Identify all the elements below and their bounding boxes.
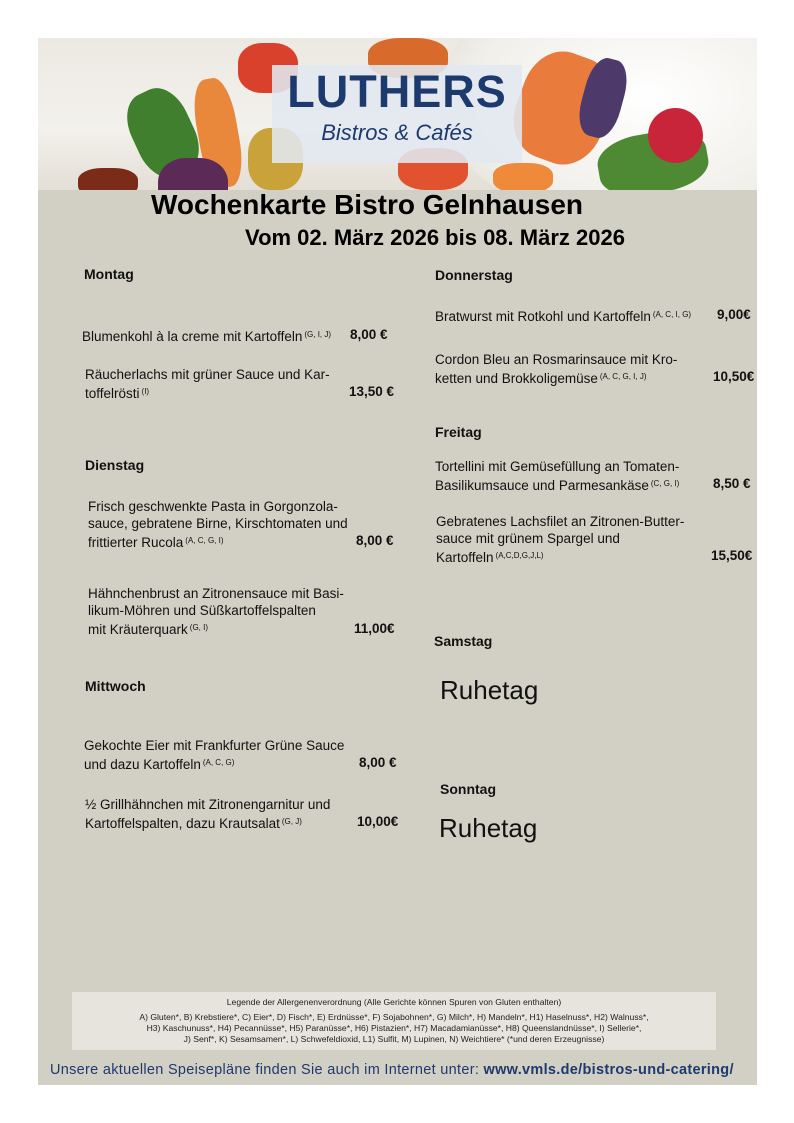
dish-mittwoch-1: Gekochte Eier mit Frankfurter Grüne Sauce und dazu Kartoffeln $^{(A, C, G)}$ (84, 738, 345, 772)
day-heading-freitag: Freitag (435, 424, 482, 440)
dish-montag-1: Blumenkohl à la creme mit Kartoffeln $^{(G, I, J)}$ (82, 329, 332, 344)
price-freitag-2: 15,50€ (711, 548, 753, 563)
dish-freitag-1: Tortellini mit Gemüsefüllung an Tomaten- Basilikumsauce und Parmesankäse $^{(C, G, I)}$ (435, 459, 680, 493)
day-heading-samstag: Samstag (434, 633, 493, 649)
dish-montag-2: Räucherlachs mit grüner Sauce und Kar- toffelrösti $^{(I)}$ (85, 367, 330, 401)
day-heading-sonntag: Sonntag (440, 781, 496, 797)
legend-line: J) Senf*, K) Sesamsamen*, L) Schwefeldioxid, L1) Sulfit, M) Lupinen, N) Weichtiere* (*und deren Erzeugnisse) (183, 1034, 605, 1044)
closed-note-samstag: Ruhetag (440, 675, 539, 705)
day-heading-donnerstag: Donnerstag (435, 267, 513, 283)
price-montag-1: 8,00 € (350, 327, 388, 342)
price-donnerstag-1: 9,00€ (717, 307, 751, 322)
legend-line: A) Gluten*, B) Krebstiere*, C) Eier*, D) Fisch*, E) Erdnüsse*, F) Sojabohnen*, G) Milch*, H) Mandeln*, H1) Haselnuss*, H2) Walnuss*, (139, 1012, 649, 1022)
brand-logo (272, 65, 522, 163)
price-dienstag-2: 11,00€ (354, 621, 395, 636)
dish-mittwoch-2: ½ Grillhähnchen mit Zitronengarnitur und Kartoffelspalten, dazu Krautsalat $^{(G, J)}$ (85, 797, 331, 831)
dish-dienstag-1: Frisch geschwenkte Pasta in Gorgonzola- sauce, gebratene Birne, Kirschtomaten und frittierter Rucola $^{(A, C, G, I)}$ (88, 499, 348, 550)
page-title: Wochenkarte Bistro Gelnhausen (150, 189, 584, 220)
date-range: Vom 02. März 2026 bis 08. März 2026 (245, 225, 625, 250)
dish-donnerstag-1: Bratwurst mit Rotkohl und Kartoffeln $^{(A, C, I, G)}$ (435, 309, 692, 324)
radish-shape (648, 108, 703, 163)
legend-line: H3) Kaschunuss*, H4) Pecannüsse*, H5) Paranüsse*, H6) Pistazien*, H7) Macadamianüsse*, H8) Queenslandnüsse*, I) Sellerie*, (146, 1023, 642, 1033)
allergen-legend (72, 992, 716, 1050)
legend-title: Legende der Allergenenverordnung (Alle Gerichte können Spuren von Gluten enthalten) (226, 997, 562, 1007)
price-freitag-1: 8,50 € (713, 476, 751, 491)
crumb-shape (78, 168, 138, 190)
day-heading-dienstag: Dienstag (85, 457, 145, 473)
beet-shape (158, 158, 228, 190)
footer-note (50, 1062, 734, 1078)
price-mittwoch-1: 8,00 € (359, 755, 397, 770)
pumpkin-shape (493, 163, 553, 190)
dish-freitag-2: Gebratenes Lachsfilet an Zitronen-Butter- sauce mit grünem Spargel und Kartoffeln $^{(A,C,D,G,J,L)}$ (436, 514, 685, 565)
footer-link[interactable]: www.vmls.de/bistros-und-catering/ (483, 1062, 734, 1078)
footer-text: Unsere aktuellen Speisepläne finden Sie auch im Internet unter: (50, 1062, 484, 1078)
dish-donnerstag-2: Cordon Bleu an Rosmarinsauce mit Kro- ketten und Brokkoligemüse $^{(A, C, G, I, J)}$ (435, 352, 678, 386)
day-heading-montag: Montag (84, 266, 134, 282)
day-heading-mittwoch: Mittwoch (85, 678, 146, 694)
dish-dienstag-2: Hähnchenbrust an Zitronensauce mit Basi- likum-Möhren und Süßkartoffelspalten mit Kräuterquark $^{(G, I)}$ (88, 586, 344, 637)
price-donnerstag-2: 10,50€ (713, 369, 755, 384)
price-montag-2: 13,50 € (349, 384, 395, 399)
brand-tagline: Bistros & Cafés (321, 120, 473, 145)
price-mittwoch-2: 10,00€ (357, 814, 399, 829)
brand-name: LUTHERS (287, 66, 507, 117)
price-dienstag-1: 8,00 € (356, 533, 394, 548)
closed-note-sonntag: Ruhetag (439, 813, 538, 843)
